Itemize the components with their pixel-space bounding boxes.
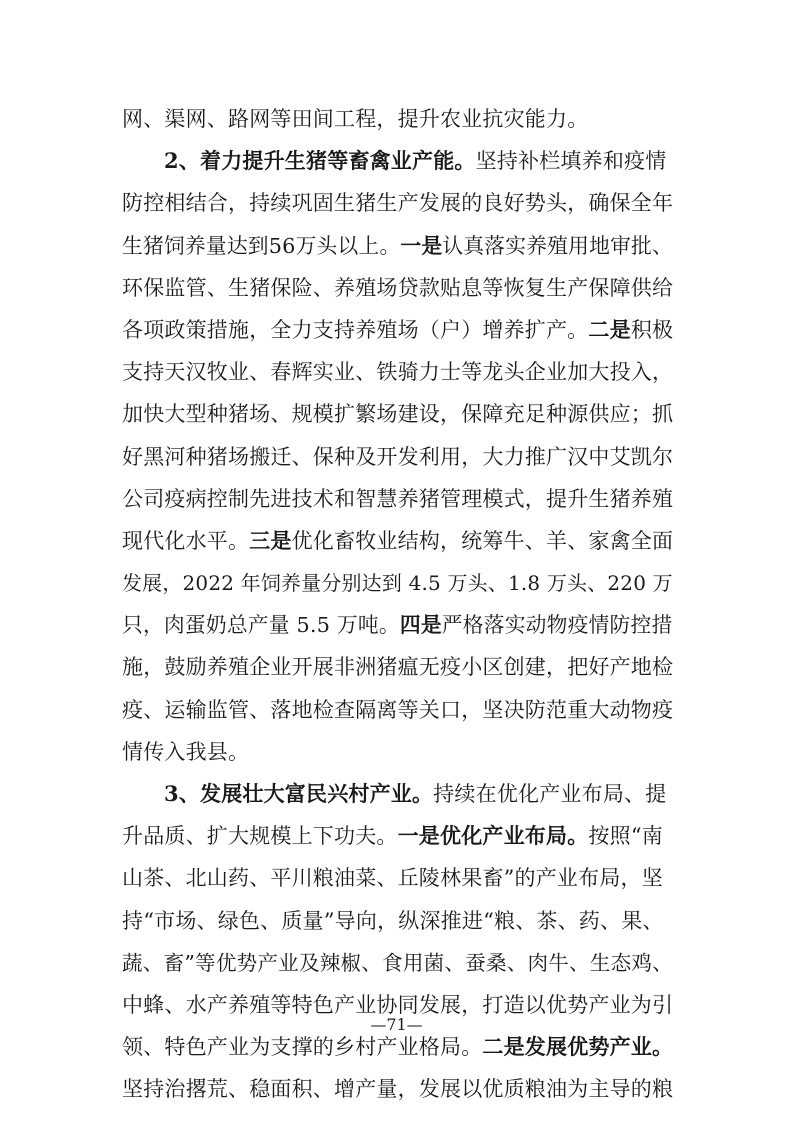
- text-line: [122, 351, 673, 393]
- text-segment: 严格落实动物疫情防控措: [441, 613, 673, 638]
- text-line: [122, 815, 673, 857]
- text-line: [122, 140, 673, 182]
- text-segment: 领、特色产业为支撑的乡村产业格局。: [122, 1035, 483, 1060]
- text-segment: 按照“南: [588, 824, 663, 849]
- text-segment: 积极: [630, 317, 674, 342]
- text-line: [122, 562, 673, 604]
- text-segment: 蔬、畜”等优势产业及辣椒、食用菌、蚕桑、肉牛、生态鸡、: [122, 950, 673, 975]
- bold-text-segment: 四是: [399, 612, 442, 638]
- text-segment: 情传入我县。: [122, 739, 250, 764]
- text-line: [122, 225, 673, 267]
- text-segment: 施，鼓励养殖企业开展非洲猪瘟无疫小区创建，把好产地检: [122, 655, 674, 680]
- text-segment: 公司疫病控制先进技术和智慧养猪管理模式，提升生猪养殖: [122, 486, 674, 511]
- text-segment: 认真落实养殖用地审批、: [442, 233, 673, 258]
- text-segment: 持“市场、绿色、质量”导向，纵深推进“粮、茶、药、果、: [122, 908, 664, 933]
- text-line: [122, 436, 673, 478]
- bold-text-segment: 一是: [400, 232, 443, 258]
- text-line: [122, 267, 673, 309]
- text-segment: 发展，2022 年饲养量分别达到 4.5 万头、1.8 万头、220 万: [122, 571, 673, 596]
- text-segment: 疫、运输监管、落地检查隔离等关口，坚决防范重大动物疫: [122, 697, 674, 722]
- bold-text-segment: 三是: [249, 527, 292, 553]
- text-segment: 只，肉蛋奶总产量 5.5 万吨。: [122, 613, 400, 638]
- text-segment: 现代化水平。: [122, 528, 250, 553]
- text-segment: 好黑河种猪场搬迁、保种及开发利用，大力推广汉中艾凯尔: [122, 444, 674, 469]
- page-number: —71—: [370, 1015, 423, 1034]
- text-segment: 持续在优化产业布局、提: [433, 782, 667, 806]
- text-line: [122, 646, 673, 688]
- text-segment: 防控相结合，持续巩固生猪生产发展的良好势头，确保全年: [122, 191, 674, 216]
- text-line: [122, 942, 673, 984]
- text-line: [122, 478, 673, 520]
- text-line: [122, 182, 673, 224]
- bold-text-segment: 2、着力提升生猪等畜禽业产能。: [164, 148, 476, 174]
- text-line: [122, 900, 673, 942]
- text-line: [122, 98, 673, 140]
- text-segment: 网、渠网、路网等田间工程，提升农业抗灾能力。: [122, 107, 589, 131]
- text-segment: 各项政策措施，全力支持养殖场（户）增养扩产。: [122, 317, 589, 342]
- text-segment: 加快大型种猪场、规模扩繁场建设，保障充足种源供应；抓: [122, 402, 674, 427]
- text-segment: 中蜂、水产养殖等特色产业协同发展，打造以优势产业为引: [122, 992, 674, 1017]
- text-line: [122, 520, 673, 562]
- bold-text-segment: 3、发展壮大富民兴村产业。: [164, 781, 434, 806]
- bold-text-segment: 二是: [588, 316, 631, 342]
- text-segment: 坚持补栏填养和疫情: [475, 149, 667, 174]
- text-segment: 支持天汉牧业、春辉实业、铁骑力士等龙头企业加大投入，: [122, 360, 674, 385]
- bold-text-segment: 一是优化产业布局。: [397, 823, 589, 849]
- text-line: [122, 604, 673, 646]
- text-line: [122, 309, 673, 351]
- text-segment: 坚持治撂荒、稳面积、增产量，发展以优质粮油为主导的粮: [122, 1077, 674, 1102]
- text-segment: 升品质、扩大规模上下功夫。: [122, 824, 398, 849]
- text-segment: 生猪饲养量达到56万头以上。: [122, 233, 401, 258]
- text-line: [122, 689, 673, 731]
- document-page: [122, 98, 673, 1111]
- text-line: [122, 773, 673, 815]
- text-line: [122, 857, 673, 899]
- text-line: [122, 1068, 673, 1110]
- text-line: [122, 393, 673, 435]
- text-segment: 环保监管、生猪保险、养殖场贷款贴息等恢复生产保障供给: [122, 275, 674, 300]
- text-segment: 优化畜牧业结构，统筹牛、羊、家禽全面: [291, 528, 674, 553]
- text-segment: 山茶、北山药、平川粮油菜、丘陵林果畜”的产业布局，坚: [122, 866, 663, 891]
- text-line: [122, 731, 673, 773]
- bold-text-segment: 二是发展优势产业。: [482, 1034, 674, 1060]
